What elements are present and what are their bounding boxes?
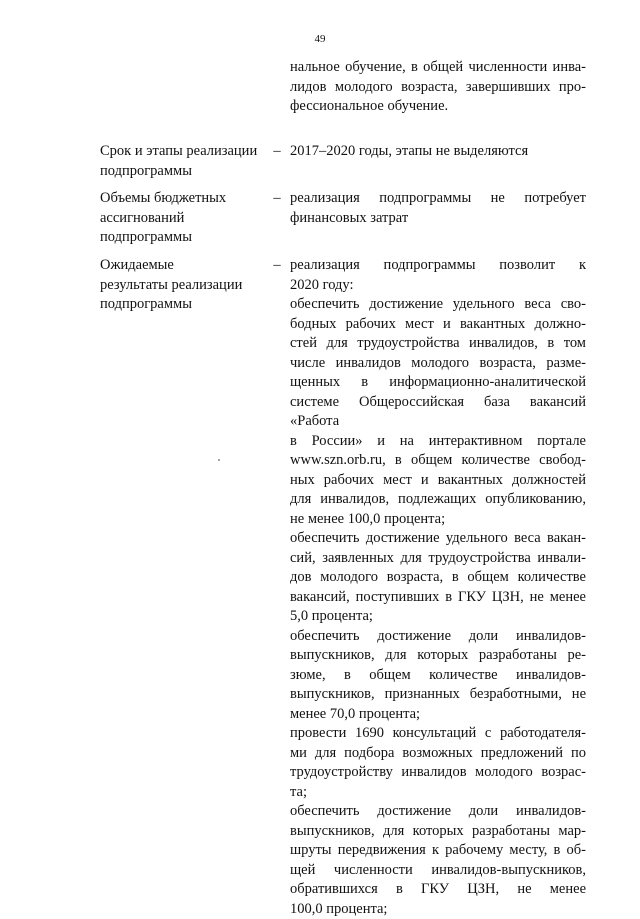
value-line: зюме, в общем количестве инвалидов- xyxy=(290,666,586,686)
value-line: обеспечить достижение удельного веса вакан- xyxy=(290,529,586,549)
value-line: провести 1690 консультаций с работодателя- xyxy=(290,724,586,744)
value-line: 100,0 процента; xyxy=(290,900,586,919)
value-line: менее 70,0 процента; xyxy=(290,705,586,725)
value-line: щей численности инвалидов-выпускников, xyxy=(290,861,586,881)
label-line: Срок и этапы реализации xyxy=(100,142,260,162)
value-line: выпускников, признанных безработными, не xyxy=(290,685,586,705)
value-line: сий, заявленных для трудоустройства инвали- xyxy=(290,549,586,569)
scan-speck xyxy=(218,459,220,461)
value-line: реализация подпрограммы не потребует xyxy=(290,189,586,209)
value-line: бодных рабочих мест и вакантных должно- xyxy=(290,315,586,335)
row-dash: – xyxy=(270,256,284,276)
label-line: Ожидаемые xyxy=(100,256,260,276)
value-line: вакансий, поступивших в ГКУ ЦЗН, не менее xyxy=(290,588,586,608)
row-value xyxy=(290,189,586,228)
text-line: нальное обучение, в общей численности инва- xyxy=(290,58,586,78)
value-line: 5,0 процента; xyxy=(290,607,586,627)
value-line: обеспечить достижение удельного веса сво- xyxy=(290,295,586,315)
value-line: системе Общероссийская база вакансий «Работа xyxy=(290,393,586,432)
value-line: обратившихся в ГКУ ЦЗН, не менее xyxy=(290,880,586,900)
value-line: реализация подпрограммы позволит к xyxy=(290,256,586,276)
value-line: в России» и на интерактивном портале xyxy=(290,432,586,452)
row-dash: – xyxy=(270,189,284,209)
row-label xyxy=(100,142,260,181)
value-line: выпускников, для которых разработаны ре- xyxy=(290,646,586,666)
text-line: лидов молодого возраста, завершивших про- xyxy=(290,78,586,98)
value-line: числе инвалидов молодого возраста, разме- xyxy=(290,354,586,374)
continuation-text xyxy=(290,58,586,117)
row-label xyxy=(100,256,260,315)
label-line: подпрограммы xyxy=(100,228,260,248)
value-line: обеспечить достижение доли инвалидов- xyxy=(290,627,586,647)
value-line: 2017–2020 годы, этапы не выделяются xyxy=(290,142,586,162)
value-line: та; xyxy=(290,783,586,803)
value-line: для инвалидов, подлежащих опубликованию, xyxy=(290,490,586,510)
value-line: дов молодого возраста, в общем количестве xyxy=(290,568,586,588)
value-line: щенных в информационно-аналитической xyxy=(290,373,586,393)
value-line: выпускников, для которых разработаны мар- xyxy=(290,822,586,842)
value-line: www.szn.orb.ru, в общем количестве свобод- xyxy=(290,451,586,471)
label-line: результаты реализации xyxy=(100,276,260,296)
label-line: ассигнований xyxy=(100,209,260,229)
value-line: ных рабочих мест и вакантных должностей xyxy=(290,471,586,491)
label-line: подпрограммы xyxy=(100,162,260,182)
value-line: не менее 100,0 процента; xyxy=(290,510,586,530)
value-line: ми для подбора возможных предложений по xyxy=(290,744,586,764)
value-line: обеспечить достижение доли инвалидов- xyxy=(290,802,586,822)
row-dash: – xyxy=(270,142,284,162)
text-line: фессиональное обучение. xyxy=(290,97,586,117)
value-line: 2020 году: xyxy=(290,276,586,296)
value-line: шруты передвижения к рабочему месту, в об- xyxy=(290,841,586,861)
label-line: подпрограммы xyxy=(100,295,260,315)
page-number: 49 xyxy=(0,33,640,45)
value-line: финансовых затрат xyxy=(290,209,586,229)
row-label xyxy=(100,189,260,248)
label-line: Объемы бюджетных xyxy=(100,189,260,209)
row-value xyxy=(290,142,586,162)
value-line: стей для трудоустройства инвалидов, в том xyxy=(290,334,586,354)
row-value xyxy=(290,256,586,919)
value-line: трудоустройству инвалидов молодого возрас- xyxy=(290,763,586,783)
